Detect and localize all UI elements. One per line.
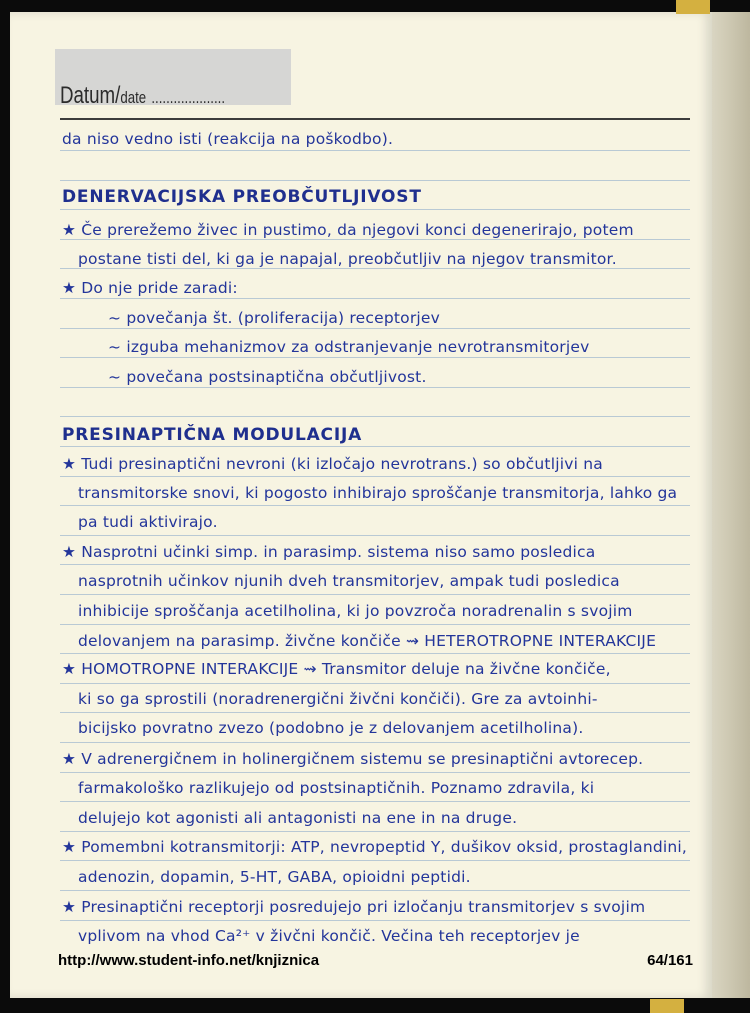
note-line-12: pa tudi aktivirajo.	[78, 513, 218, 531]
ruled-line	[60, 712, 690, 713]
header-rule	[60, 118, 690, 120]
ruled-line	[60, 920, 690, 921]
ruled-line	[60, 801, 690, 802]
ruled-line	[60, 653, 690, 654]
note-line-8: ~ povečana postsinaptična občutljivost.	[108, 368, 427, 386]
note-line-26: vplivom na vhod Ca²⁺ v živčni končič. Večina teh receptorjev je	[78, 927, 580, 945]
ruled-line	[60, 328, 690, 329]
heading-denervacijska: DENERVACIJSKA PREOBČUTLJIVOST	[62, 187, 422, 207]
ruled-line	[60, 505, 690, 506]
date-dots: ....................	[151, 88, 226, 107]
ruled-line	[60, 416, 690, 417]
note-line-4: postane tisti del, ki ga je napajal, preobčutljiv na njegov transmitor.	[78, 250, 617, 268]
ruled-line	[60, 890, 690, 891]
footer-url: http://www.student-info.net/knjiznica	[58, 952, 320, 969]
note-line-15: inhibicije sproščanja acetilholina, ki jo povzroča noradrenalin s svojim	[78, 602, 633, 620]
ruled-line	[60, 683, 690, 684]
note-line-1: da niso vedno isti (reakcija na poškodbo).	[62, 130, 394, 148]
note-line-17: ★ HOMOTROPNE INTERAKCIJE ⇝ Transmitor deluje na živčne končiče,	[62, 660, 611, 678]
note-line-21: farmakološko razlikujejo od postsinaptičnih. Poznamo zdravila, ki	[78, 779, 595, 797]
note-line-19: bicijsko povratno zvezo (podobno je z delovanjem acetilholina).	[78, 719, 584, 737]
note-line-7: ~ izguba mehanizmov za odstranjevanje nevrotransmitorjev	[108, 338, 590, 356]
page-number: 64/161	[647, 952, 693, 969]
ruled-line	[60, 239, 690, 240]
note-line-25: ★ Presinaptični receptorji posredujejo pri izločanju transmitorjev s svojim	[62, 898, 646, 916]
ruled-line	[60, 446, 690, 447]
note-line-18: ki so ga sprostili (noradrenergični živčni končiči). Gre za avtoinhi-	[78, 690, 598, 708]
heading-presinapticna: PRESINAPTIČNA MODULACIJA	[62, 425, 363, 445]
ruled-line	[60, 535, 690, 536]
note-line-13: ★ Nasprotni učinki simp. in parasimp. sistema niso samo posledica	[62, 543, 596, 561]
note-line-24: adenozin, dopamin, 5-HT, GABA, opioidni peptidi.	[78, 868, 471, 886]
ruled-line	[60, 594, 690, 595]
ruled-line	[60, 180, 690, 181]
note-line-16: delovanjem na parasimp. živčne končiče ⇝ HETEROTROPNE INTERAKCIJE	[78, 632, 657, 650]
ruled-line	[60, 209, 690, 210]
note-line-14: nasprotnih učinkov njunih dveh transmitorjev, ampak tudi posledica	[78, 572, 620, 590]
ruled-line	[60, 860, 690, 861]
note-line-22: delujejo kot agonisti ali antagonisti na ene in na druge.	[78, 809, 518, 827]
bookmark-ribbon-top	[676, 0, 710, 14]
ruled-line	[60, 298, 690, 299]
note-line-10: ★ Tudi presinaptični nevroni (ki izločajo nevrotrans.) so občutljivi na	[62, 455, 603, 473]
ruled-line	[60, 387, 690, 388]
ruled-line	[60, 476, 690, 477]
ruled-line	[60, 772, 690, 773]
note-line-5: ★ Do nje pride zaradi:	[62, 279, 238, 297]
ruled-line	[60, 268, 690, 269]
note-line-20: ★ V adrenergičnem in holinergičnem sistemu se presinaptični avtorecep.	[62, 750, 644, 768]
ruled-line	[60, 831, 690, 832]
bookmark-ribbon-bottom	[650, 999, 684, 1013]
ruled-line	[60, 742, 690, 743]
note-line-6: ~ povečanja št. (proliferacija) receptorjev	[108, 309, 441, 327]
page-footer	[58, 952, 693, 969]
ruled-line	[60, 624, 690, 625]
note-line-3: ★ Če prerežemo živec in pustimo, da njegovi konci degenerirajo, potem	[62, 221, 634, 239]
date-header	[60, 82, 225, 110]
ruled-line	[60, 564, 690, 565]
note-line-11: transmitorske snovi, ki pogosto inhibirajo sproščanje transmitorja, lahko ga	[78, 484, 678, 502]
notebook-binding	[712, 12, 750, 998]
date-label: date	[120, 88, 147, 107]
note-line-23: ★ Pomembni kotransmitorji: ATP, nevropeptid Y, dušikov oksid, prostaglandini,	[62, 838, 688, 856]
datum-label: Datum/	[60, 82, 121, 109]
ruled-line	[60, 150, 690, 151]
ruled-line	[60, 357, 690, 358]
